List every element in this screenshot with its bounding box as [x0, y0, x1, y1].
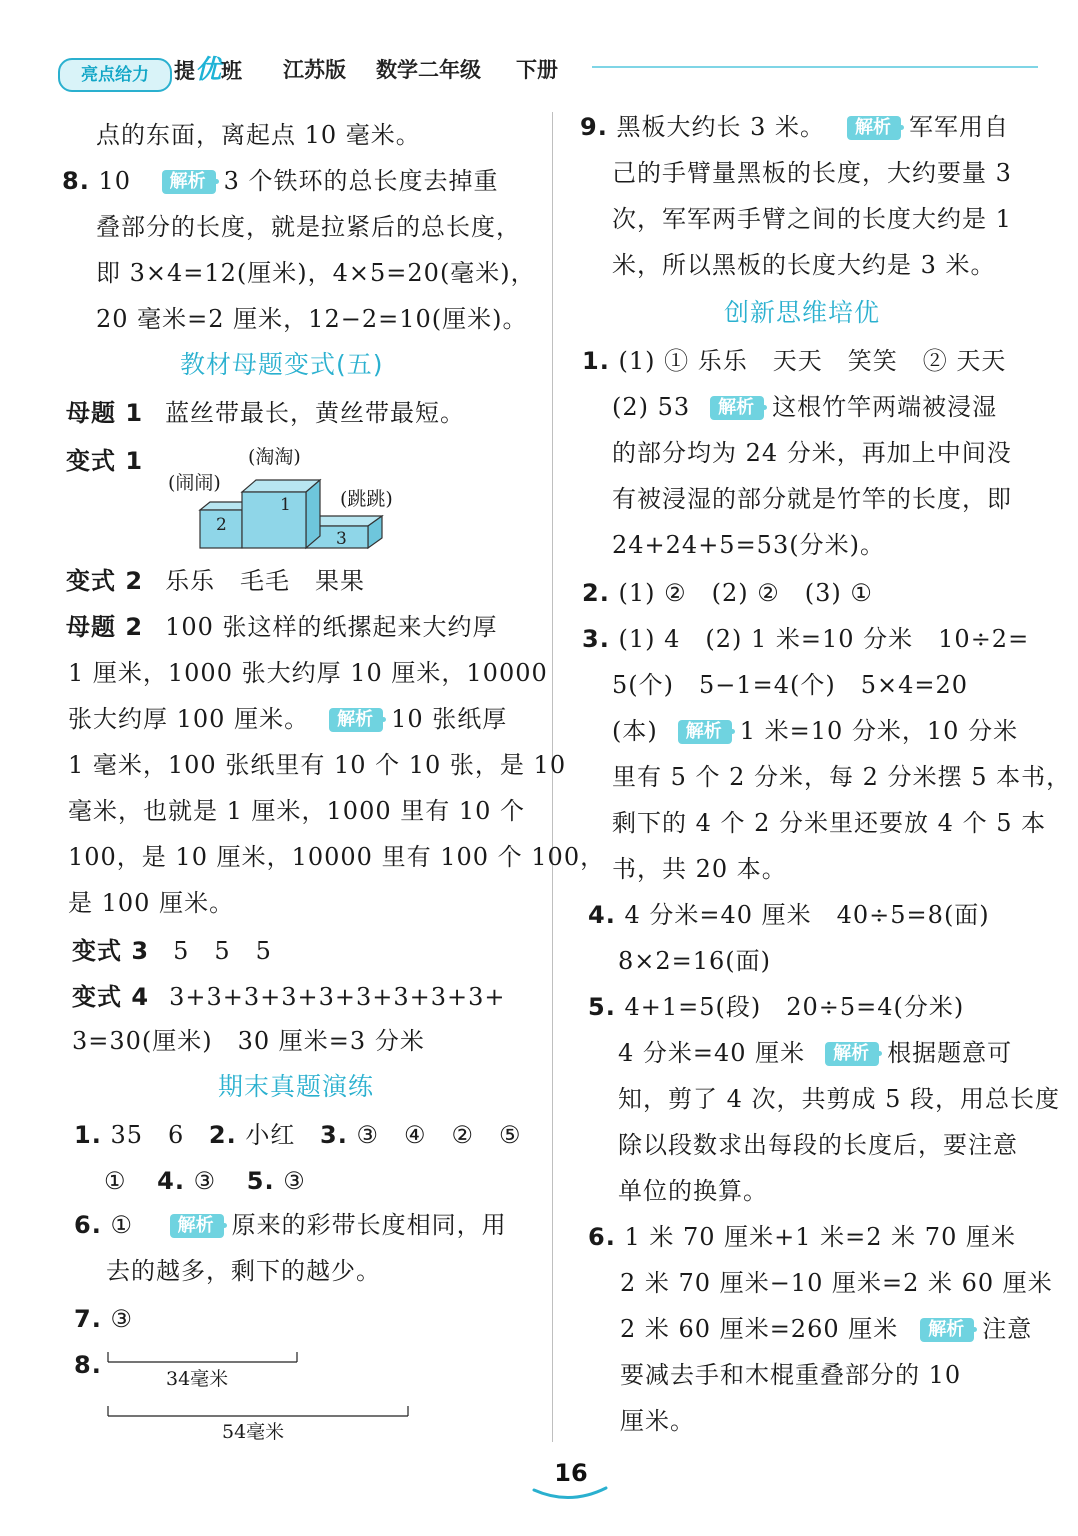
answer-line: 有被浸湿的部分就是竹竿的长度，即 [612, 485, 1012, 513]
variant-4 [72, 982, 505, 1012]
answer-line: 1 毫米，100 张纸里有 10 个 10 张，是 10 [68, 751, 567, 779]
edition-label: 江苏版 [283, 58, 346, 82]
brand-title [174, 55, 242, 86]
variant-2 [66, 566, 365, 596]
figure-label-tiaotiao: (跳跳) [340, 488, 393, 510]
analysis-tag: 解析 [825, 1042, 879, 1066]
subject-label: 数学二年级 [376, 58, 481, 82]
practice-answers-1-3 [74, 1120, 522, 1150]
answer-value: 小红 [245, 1121, 296, 1149]
answer-8 [62, 166, 499, 196]
answer-line: 米，所以黑板的长度大约是 3 米。 [612, 251, 996, 279]
answer-value: ① [110, 1211, 133, 1239]
series-badge: 亮点给力 [58, 58, 172, 92]
answer-9 [580, 112, 1009, 142]
answer-line: 20 毫米=2 厘米，12−2=10(厘米)。 [96, 305, 528, 333]
analysis-tag: 解析 [162, 170, 216, 194]
question-number: 1. [74, 1121, 102, 1149]
problem-answer: 乐乐 毛毛 果果 [165, 567, 366, 595]
answer-text: 张大约厚 100 厘米。 [68, 705, 310, 733]
creative-answer-5 [588, 992, 964, 1022]
analysis-text: 10 张纸厚 [391, 705, 508, 733]
answer-text: (1) 4 (2) 1 米=10 分米 10÷2= [618, 625, 1030, 653]
analysis-tag: 解析 [920, 1318, 974, 1342]
answer-text: 4 分米=40 厘米 40÷5=8(面) [624, 901, 990, 929]
variant-1-label [66, 446, 143, 476]
answer-line: 点的东面，离起点 10 毫米。 [96, 121, 421, 149]
podium-number-2: 2 [216, 515, 227, 535]
figure-label-taotao: (淘淘) [248, 446, 301, 468]
creative-answer-2 [582, 578, 873, 608]
question-number: 8. [74, 1351, 102, 1379]
analysis-tag: 解析 [710, 396, 764, 420]
analysis-text: 军军用自 [909, 113, 1009, 141]
question-number: 8. [62, 167, 90, 195]
answer-value: 10 [98, 167, 132, 195]
problem-answer: 5 5 5 [173, 937, 272, 965]
question-number: 7. [74, 1305, 102, 1333]
podium-figure [196, 476, 392, 550]
answer-text: (1) ② (2) ② (3) ① [618, 579, 873, 607]
answer-line: 里有 5 个 2 分米，每 2 分米摆 5 本书， [612, 763, 1072, 791]
page-number: 16 [554, 1459, 588, 1487]
answer-line: 毫米，也就是 1 厘米，1000 里有 10 个 [68, 797, 526, 825]
question-number: 5. [246, 1167, 275, 1195]
section-title: 创新思维培优 [724, 298, 881, 327]
segment-figure [100, 1350, 420, 1422]
answer-line: 除以段数求出每段的长度后，要注意 [618, 1131, 1018, 1159]
answer-line: 去的越多，剩下的越少。 [106, 1257, 381, 1285]
analysis-text: 原来的彩带长度相同，用 [231, 1211, 507, 1239]
problem-label: 变式 4 [72, 983, 150, 1011]
segment-label-54mm: 54毫米 [222, 1421, 285, 1443]
header-rule [592, 66, 1038, 68]
volume-label: 下册 [516, 58, 558, 82]
analysis-text: 3 个铁环的总长度去掉重 [223, 167, 499, 195]
answer-line: 要减去手和木棍重叠部分的 10 [620, 1361, 962, 1389]
answer-text: (2) 53 [612, 393, 691, 421]
answer-text: (本) [612, 717, 658, 745]
answer-line: 8×2=16(面) [618, 947, 772, 975]
answer-line: 剩下的 4 个 2 分米里还要放 4 个 5 本 [612, 809, 1047, 837]
variant-3 [72, 936, 272, 966]
question-number: 1. [582, 347, 610, 375]
figure-label-naonao: (闹闹) [168, 472, 221, 494]
section-title: 期末真题演练 [218, 1072, 375, 1101]
question-number: 6. [74, 1211, 102, 1239]
creative-answer-3 [582, 624, 1029, 654]
creative-answer-4 [588, 900, 990, 930]
answer-text: 4 分米=40 厘米 [618, 1039, 806, 1067]
answer-value: ③ [283, 1167, 306, 1195]
answer-value: ③ [110, 1305, 133, 1333]
answer-line: 2 米 70 厘米−10 厘米=2 米 60 厘米 [620, 1269, 1053, 1297]
answer-line: 是 100 厘米。 [68, 889, 235, 917]
problem-label: 变式 3 [72, 937, 150, 965]
answer-line: 1 厘米，1000 张大约厚 10 厘米，10000 [68, 659, 548, 687]
question-number: 9. [580, 113, 608, 141]
analysis-text: 注意 [982, 1315, 1033, 1343]
answer-line: 叠部分的长度，就是拉紧后的总长度， [96, 213, 521, 241]
analysis-tag: 解析 [847, 116, 901, 140]
answer-line [612, 392, 997, 422]
podium-number-3: 3 [336, 529, 347, 549]
answer-line: 5(个) 5−1=4(个) 5×4=20 [612, 671, 969, 699]
brand-pre: 提 [174, 59, 195, 83]
answer-line [618, 1038, 1012, 1068]
analysis-tag: 解析 [678, 720, 732, 744]
page-number-swoosh [530, 1484, 610, 1504]
answer-line: 单位的换算。 [618, 1177, 768, 1205]
mother-problem-1 [66, 398, 465, 428]
analysis-tag: 解析 [329, 708, 383, 732]
problem-label: 变式 1 [66, 447, 144, 475]
answer-text: (1) ① 乐乐 天天 笑笑 ② 天天 [618, 347, 1007, 375]
answer-line [68, 704, 507, 734]
problem-answer: 100 张这样的纸摞起来大约厚 [165, 613, 498, 641]
practice-answer-7 [74, 1304, 133, 1334]
problem-label: 变式 2 [66, 567, 144, 595]
question-number: 6. [588, 1223, 616, 1251]
answer-line: 知，剪了 4 次，共剪成 5 段，用总长度 [618, 1085, 1061, 1113]
problem-answer: 蓝丝带最长，黄丝带最短。 [165, 399, 466, 427]
problem-label: 母题 2 [66, 613, 144, 641]
analysis-text: 这根竹竿两端被浸湿 [772, 393, 998, 421]
problem-answer: 3+3+3+3+3+3+3+3+3+ [169, 983, 506, 1011]
answer-line: 的部分均为 24 分米，再加上中间没 [612, 439, 1012, 467]
question-number: 3. [320, 1121, 348, 1149]
analysis-tag: 解析 [170, 1214, 224, 1238]
section-title: 教材母题变式(五) [180, 350, 384, 379]
answer-text: 4+1=5(段) 20÷5=4(分米) [624, 993, 965, 1021]
answer-line: 次，军军两手臂之间的长度大约是 1 [612, 205, 1012, 233]
brand-emphasis: 优 [195, 55, 222, 85]
answer-value: ③ ④ ② ⑤ [356, 1121, 522, 1149]
answer-value: ① [104, 1167, 127, 1195]
question-number: 4. [157, 1167, 185, 1195]
answer-value: ③ [193, 1167, 217, 1195]
creative-answer-6 [588, 1222, 1016, 1252]
answer-line: 书，共 20 本。 [612, 855, 787, 883]
answer-line: 3=30(厘米) 30 厘米=3 分米 [72, 1027, 425, 1055]
answer-line: 100，是 10 厘米，10000 里有 100 个 100， [68, 843, 606, 871]
answer-line: 厘米。 [620, 1407, 695, 1435]
answer-line: 即 3×4=12(厘米)，4×5=20(毫米)， [96, 259, 536, 287]
answer-line [620, 1314, 1032, 1344]
segment-label-34mm: 34毫米 [166, 1368, 229, 1390]
creative-answer-1 [582, 346, 1006, 376]
answer-text: 1 米 70 厘米+1 米=2 米 70 厘米 [624, 1223, 1016, 1251]
answer-text: 2 米 60 厘米=260 厘米 [620, 1315, 899, 1343]
answer-value: 35 6 [110, 1121, 185, 1149]
question-number: 2. [208, 1121, 237, 1149]
problem-label: 母题 1 [66, 399, 144, 427]
answer-text: 黑板大约长 3 米。 [616, 113, 825, 141]
analysis-text: 根据题意可 [887, 1039, 1013, 1067]
brand-post: 班 [221, 59, 243, 83]
question-number: 2. [582, 579, 610, 607]
practice-answer-8 [74, 1350, 102, 1380]
answer-line [612, 716, 1018, 746]
answer-line: 己的手臂量黑板的长度，大约要量 3 [612, 159, 1012, 187]
practice-answer-6 [74, 1210, 507, 1240]
answer-line: 24+24+5=53(分米)。 [612, 531, 885, 559]
analysis-text: 1 米=10 分米，10 分米 [739, 717, 1019, 745]
podium-number-1: 1 [280, 495, 291, 515]
question-number: 3. [582, 625, 610, 653]
question-number: 5. [588, 993, 616, 1021]
question-number: 4. [588, 901, 616, 929]
practice-answers-3-5 [104, 1166, 306, 1196]
mother-problem-2 [66, 612, 498, 642]
